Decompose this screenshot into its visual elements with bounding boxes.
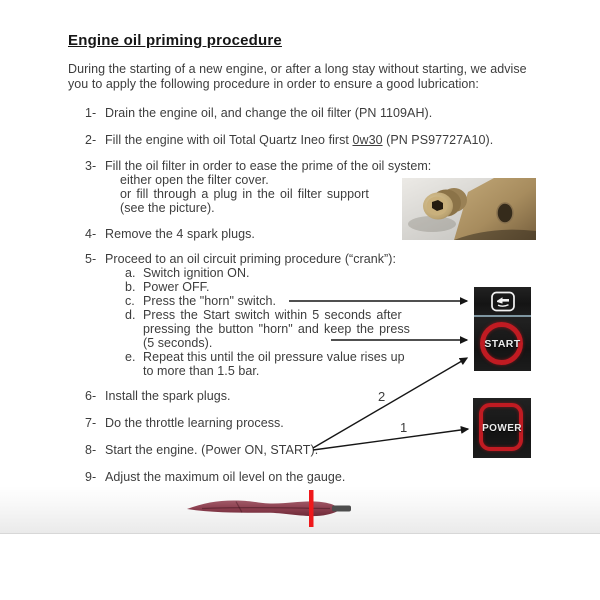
step-5a-text: Switch ignition ON.: [143, 266, 250, 280]
max-level-mark: [309, 490, 314, 527]
step-1-number: 1-: [85, 106, 97, 120]
dipstick-image: [180, 486, 365, 532]
step-3-sub-line-2: or fill through a plug in the oil filter support: [120, 187, 369, 201]
step-4-number: 4-: [85, 227, 97, 241]
step-5a-label: a.: [125, 266, 136, 280]
step-6-number: 6-: [85, 389, 97, 403]
step-7-text: Do the throttle learning process.: [105, 416, 284, 430]
step-5b-text: Power OFF.: [143, 280, 210, 294]
step-5d-text-line-3: (5 seconds).: [143, 336, 213, 350]
step-5c-label: c.: [125, 294, 135, 308]
step-8-number: 8-: [85, 443, 97, 457]
step-2-text-pre: Fill the engine with oil Total Quartz Ineo first: [105, 133, 353, 147]
step-2-number: 2-: [85, 133, 97, 147]
intro-line-1: During the starting of a new engine, or after a long stay without starting, we advise: [68, 62, 527, 76]
arrow-label-2: 2: [378, 389, 386, 404]
step-8-text: Start the engine. (Power ON, START).: [105, 443, 319, 457]
step-3-text: Fill the oil filter in order to ease the prime of the oil system:: [105, 159, 432, 173]
start-button-label: START: [484, 338, 521, 350]
start-button-image: [474, 317, 531, 371]
horn-icon: [490, 291, 516, 312]
step-6-text: Install the spark plugs.: [105, 389, 231, 403]
intro-line-2: you to apply the following procedure in order to ensure a good lubrication:: [68, 77, 479, 91]
step-5e-text-line-1: Repeat this until the oil pressure value rises up: [143, 350, 405, 364]
step-5-text: Proceed to an oil circuit priming procedure (“crank”):: [105, 252, 397, 266]
arrow-step8-to-power: [313, 429, 468, 450]
step-3-number: 3-: [85, 159, 97, 173]
arrow-label-1: 1: [400, 420, 408, 435]
step-3-sub-line-1: either open the filter cover.: [120, 173, 269, 187]
arrow-step8-to-start: [313, 358, 467, 448]
step-5d-text-line-2: pressing the button "horn" and keep the press: [143, 322, 410, 336]
step-9-text: Adjust the maximum oil level on the gauge.: [105, 470, 346, 484]
step-9-number: 9-: [85, 470, 97, 484]
step-2-text: [105, 133, 493, 147]
step-2-oil-grade: 0w30: [352, 133, 383, 147]
step-5d-text-line-1: Press the Start switch within 5 seconds after: [143, 308, 402, 322]
step-1-text: Drain the engine oil, and change the oil filter (PN 1109AH).: [105, 106, 433, 120]
dipstick-tip: [332, 506, 351, 512]
step-5d-label: d.: [125, 308, 136, 322]
step-7-number: 7-: [85, 416, 97, 430]
oil-filter-plug-photo: [402, 178, 536, 240]
step-5-number: 5-: [85, 252, 97, 266]
step-5c-text: Press the "horn" switch.: [143, 294, 277, 308]
power-button-label: POWER: [482, 422, 522, 434]
horn-button-image: [474, 287, 531, 315]
power-button-image: [473, 398, 531, 458]
step-4-text: Remove the 4 spark plugs.: [105, 227, 255, 241]
step-3-sub-line-3: (see the picture).: [120, 201, 215, 215]
step-2-text-post: (PN PS97727A10).: [382, 133, 494, 147]
step-5e-label: e.: [125, 350, 136, 364]
step-5e-text-line-2: to more than 1.5 bar.: [143, 364, 260, 378]
page-title: Engine oil priming procedure: [68, 32, 282, 49]
step-5b-label: b.: [125, 280, 136, 294]
